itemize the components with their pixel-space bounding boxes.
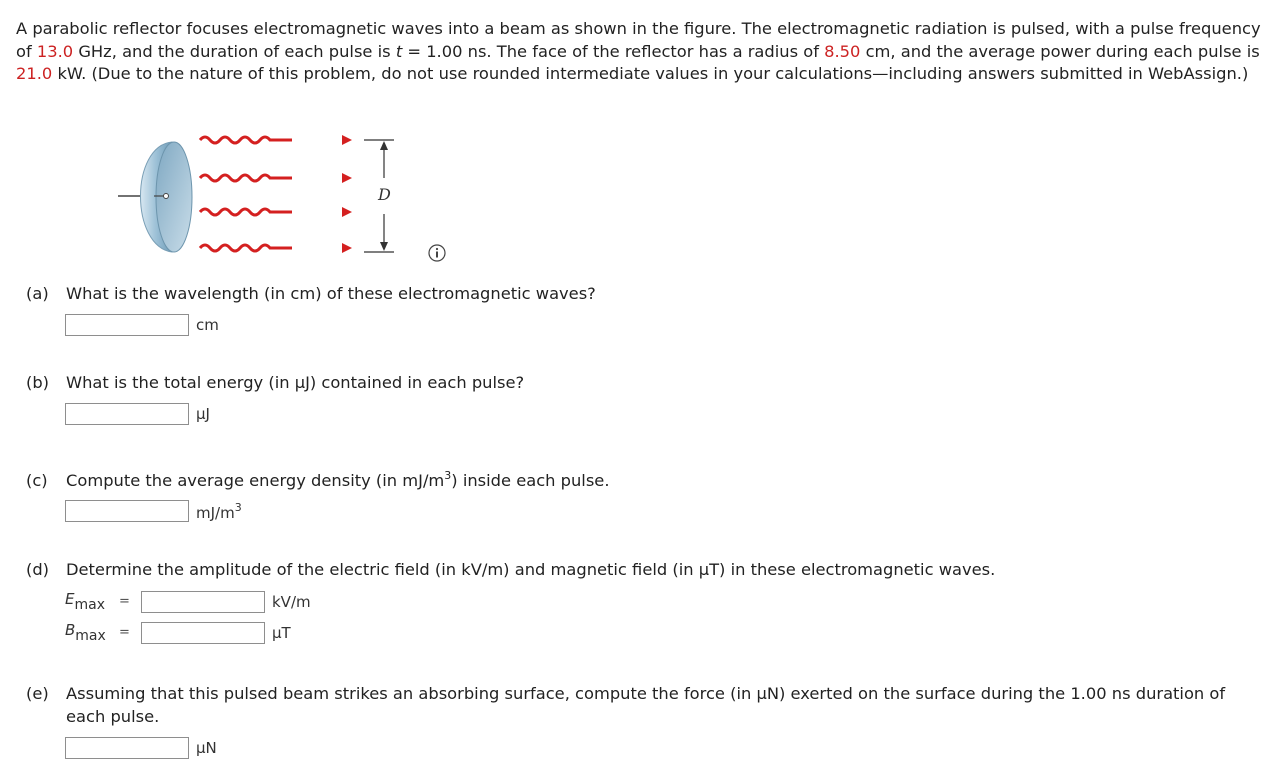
answer-b-input[interactable] (65, 403, 189, 425)
question-c-text (66, 471, 610, 490)
answer-e-row (65, 737, 217, 759)
emax-symbol: E (65, 590, 75, 608)
answer-c-row (65, 500, 242, 522)
question-b (26, 372, 524, 395)
emax-row (65, 590, 311, 613)
bmax-equals: = (119, 625, 130, 640)
intro-text-4: cm, and the average power during each pulse is (860, 41, 1260, 61)
answer-c-unit-base: mJ/m (196, 503, 235, 522)
answer-e-input[interactable] (65, 737, 189, 759)
answer-a-input[interactable] (65, 314, 189, 336)
problem-statement (16, 18, 1261, 86)
answer-c-input[interactable] (65, 500, 189, 522)
question-c-letter: (c) (26, 471, 48, 490)
emax-input[interactable] (141, 591, 265, 613)
wave-arrowheads (342, 135, 352, 253)
answer-c-unit (196, 501, 242, 522)
bmax-label (65, 621, 119, 644)
intro-text-2: GHz, and the duration of each pulse is (73, 41, 396, 61)
question-d (26, 559, 995, 582)
reflector-feed-point (164, 194, 169, 199)
emax-unit: kV/m (272, 592, 311, 611)
answer-b-row (65, 403, 210, 425)
question-b-letter: (b) (26, 373, 50, 392)
reflector-figure (110, 126, 460, 266)
wave-beams (200, 137, 292, 251)
answer-c-unit-sup: 3 (234, 500, 242, 514)
question-d-text: Determine the amplitude of the electric field (in kV/m) and magnetic field (in μT) in these electromagnetic waves. (66, 560, 996, 579)
emax-subscript: max (74, 597, 105, 613)
bmax-unit: μT (272, 623, 291, 642)
question-c-text-after: ) inside each pulse. (451, 471, 610, 490)
answer-b-unit: μJ (196, 405, 210, 423)
time-symbol: t (395, 41, 403, 61)
answer-a-row (65, 314, 219, 336)
bmax-symbol: B (65, 621, 76, 639)
wave-4 (200, 245, 292, 251)
emax-label (65, 590, 119, 613)
intro-text-1: A parabolic reflector focuses electromagnetic waves into a beam as shown in the figure. The electromagnetic radiation is pulsed, with a pulse frequency of (16, 19, 1261, 61)
wave-1 (200, 137, 292, 143)
question-c-text-sup: 3 (444, 469, 452, 482)
info-icon[interactable] (428, 244, 446, 262)
bmax-input[interactable] (141, 622, 265, 644)
answer-e-unit: μN (196, 739, 217, 757)
power-value: 21.0 (16, 64, 53, 83)
bmax-row (65, 621, 291, 644)
intro-text-5: kW. (Due to the nature of this problem, do not use rounded intermediate values in your calculations—including answers submitted in WebAssign.) (52, 64, 1249, 83)
question-a (26, 283, 596, 306)
question-a-letter: (a) (26, 284, 49, 303)
wave-2 (200, 175, 292, 181)
reflector-face (156, 142, 192, 252)
pulse-frequency-value: 13.0 (36, 41, 74, 61)
question-d-letter: (d) (26, 560, 50, 579)
radius-value: 8.50 (824, 41, 861, 61)
question-c (26, 465, 610, 493)
emax-equals: = (119, 594, 130, 609)
wave-3 (200, 209, 292, 215)
question-e (26, 683, 1246, 728)
answer-a-unit: cm (196, 316, 219, 334)
bmax-subscript: max (75, 628, 106, 644)
question-e-letter: (e) (26, 684, 49, 703)
question-a-text: What is the wavelength (in cm) of these electromagnetic waves? (66, 284, 596, 303)
dimension-label: D (378, 185, 391, 204)
intro-text-3: = 1.00 ns. The face of the reflector has a radius of (402, 41, 825, 61)
question-c-text-before: Compute the average energy density (in mJ/m (66, 471, 445, 490)
question-b-text: What is the total energy (in μJ) contained in each pulse? (66, 373, 525, 392)
question-e-text: Assuming that this pulsed beam strikes an absorbing surface, compute the force (in μN) exerted on the surface during the 1.00 ns duration of each pulse. (66, 684, 1226, 726)
